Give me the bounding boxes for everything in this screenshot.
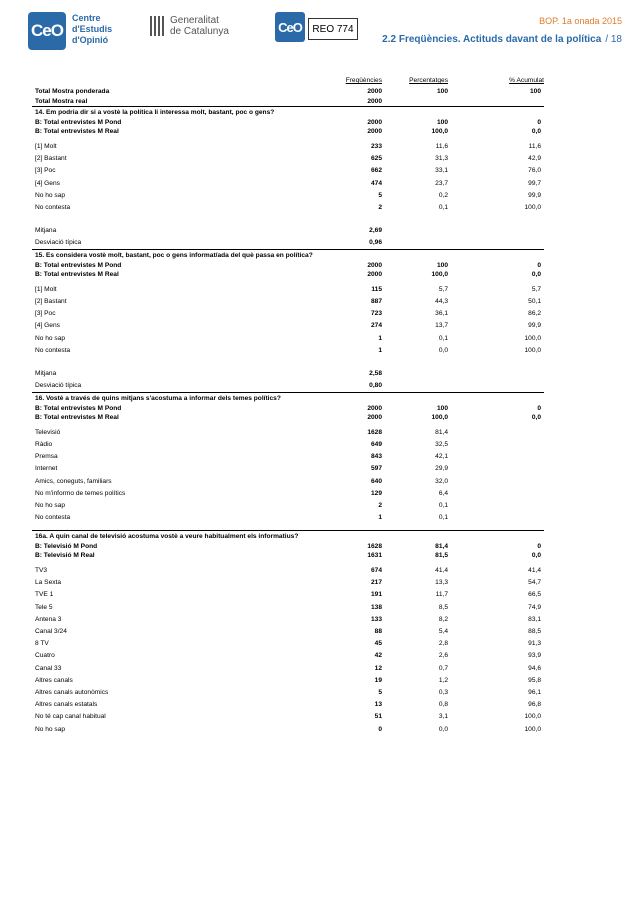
answer-row: [4] Gens 274 13,7 99,9 xyxy=(35,322,541,330)
answer-row: TVE 1 191 11,7 66,5 xyxy=(35,591,541,599)
answer-row: Televisió 1628 81,4 xyxy=(35,428,448,436)
answer-row: [2] Bastant 887 44,3 50,1 xyxy=(35,298,541,306)
ceo-line-3: d'Opinió xyxy=(72,35,109,45)
answer-row: Premsa 843 42,1 xyxy=(35,453,448,461)
answer-row: Altres canals estatals 13 0,8 96,8 xyxy=(35,701,541,709)
question-title: 16a. A quin canal de televisió acostuma vostè a veure habitualment els informatius? xyxy=(32,530,544,542)
question-16a xyxy=(32,530,544,741)
answer-row: Altres canals autonòmics 5 0,3 96,1 xyxy=(35,688,541,696)
page-header xyxy=(0,0,638,55)
base-real-row: B: Total entrevistes M Real 2000 100,0 0,0 xyxy=(35,128,541,136)
answer-row: Cuatro 42 2,6 93,9 xyxy=(35,652,541,660)
stdev-row: Desviació típica 0,80 xyxy=(35,382,382,389)
col-freq: Freqüències xyxy=(345,77,382,84)
question-15 xyxy=(32,249,544,392)
answer-row: No ho sap 1 0,1 100,0 xyxy=(35,334,541,342)
answer-row: No ho sap 0 0,0 100,0 xyxy=(35,725,541,733)
base-real-row: B: Total entrevistes M Real 2000 100,0 0,0 xyxy=(35,271,541,279)
question-14 xyxy=(32,106,544,249)
question-title: 15. Es considera vostè molt, bastant, poc o gens informat/ada del què passa en política? xyxy=(32,249,544,261)
answer-row: 8 TV 45 2,8 91,3 xyxy=(35,640,541,648)
answer-row: Altres canals 19 1,2 95,8 xyxy=(35,676,541,684)
generalitat-name xyxy=(170,15,229,37)
answer-row: No contesta 1 0,0 100,0 xyxy=(35,346,541,354)
answer-row: No m'informo de temes polítics 129 6,4 xyxy=(35,489,448,497)
answer-row: No ho sap 2 0,1 xyxy=(35,501,448,509)
answer-row: [1] Molt 115 5,7 5,7 xyxy=(35,285,541,293)
answer-row: [4] Gens 474 23,7 99,7 xyxy=(35,179,541,187)
ceo-line-1: Centre xyxy=(72,13,101,23)
ceo-line-2: d'Estudis xyxy=(72,24,113,34)
generalitat-stripes-icon xyxy=(150,16,164,36)
answer-row: Antena 3 133 8,2 83,1 xyxy=(35,615,541,623)
answer-row: [3] Poc 723 36,1 86,2 xyxy=(35,310,541,318)
answer-row: Tele 5 138 8,5 74,9 xyxy=(35,603,541,611)
col-pct: Percentatges xyxy=(409,77,448,84)
bop-label: BOP. 1a onada 2015 xyxy=(539,16,622,26)
answer-row: No té cap canal habitual 51 3,1 100,0 xyxy=(35,713,541,721)
ceo-logo: CeO xyxy=(28,12,66,50)
answer-row: No contesta 2 0,1 100,0 xyxy=(35,203,541,211)
page-number: / 18 xyxy=(605,34,622,45)
mean-row: Mitjana 2,69 xyxy=(35,227,382,235)
base-pond-row: B: Televisió M Pond 1628 81,4 0 xyxy=(35,542,541,550)
section-name: 2.2 Freqüències. Actituds davant de la política xyxy=(382,34,602,45)
base-pond-row: B: Total entrevistes M Pond 2000 100 0 xyxy=(35,404,541,412)
ceo-logo-small: CeO xyxy=(275,12,305,42)
answer-row: [2] Bastant 625 31,3 42,9 xyxy=(35,155,541,163)
frequency-table xyxy=(32,76,544,742)
col-acum: % Acumulat xyxy=(509,77,544,84)
answer-row: Amics, coneguts, familiars 640 32,0 xyxy=(35,477,448,485)
gen-line-2: de Catalunya xyxy=(170,26,229,37)
answer-row: Canal 33 12 0,7 94,6 xyxy=(35,664,541,672)
base-pond-row: B: Total entrevistes M Pond 2000 100 0 xyxy=(35,118,541,126)
answer-row: [1] Molt 233 11,6 11,6 xyxy=(35,142,541,150)
answer-row: Canal 3/24 88 5,4 88,5 xyxy=(35,628,541,635)
total-real-row: Total Mostra real 2000 xyxy=(35,97,382,105)
answer-row: [3] Poc 662 33,1 76,0 xyxy=(35,167,541,175)
reo-label: REO 774 xyxy=(308,18,358,40)
column-headers xyxy=(32,76,544,87)
answer-row: La Sexta 217 13,3 54,7 xyxy=(35,579,541,587)
section-title xyxy=(382,34,622,45)
answer-row: Internet 597 29,9 xyxy=(35,465,448,473)
ceo-name xyxy=(72,13,112,46)
answer-row: TV3 674 41,4 41,4 xyxy=(35,567,541,575)
mean-row: Mitjana 2,58 xyxy=(35,370,382,377)
question-title: 14. Em podria dir si a vostè la política li interessa molt, bastant, poc o gens? xyxy=(32,106,544,118)
total-pond-row: Total Mostra ponderada 2000 100 100 xyxy=(35,88,541,95)
question-title: 16. Vostè a través de quins mitjans s'acostuma a informar dels temes polítics? xyxy=(32,392,544,404)
answer-row: No ho sap 5 0,2 99,9 xyxy=(35,191,541,199)
stdev-row: Desviació típica 0,96 xyxy=(35,239,382,247)
gen-line-1: Generalitat xyxy=(170,15,219,26)
answer-row: No contesta 1 0,1 xyxy=(35,514,448,522)
question-16 xyxy=(32,392,544,530)
answer-row: Ràdio 649 32,5 xyxy=(35,440,448,448)
base-real-row: B: Televisió M Real 1631 81,5 0,0 xyxy=(35,552,541,560)
base-pond-row: B: Total entrevistes M Pond 2000 100 0 xyxy=(35,261,541,269)
base-real-row: B: Total entrevistes M Real 2000 100,0 0,0 xyxy=(35,414,541,422)
